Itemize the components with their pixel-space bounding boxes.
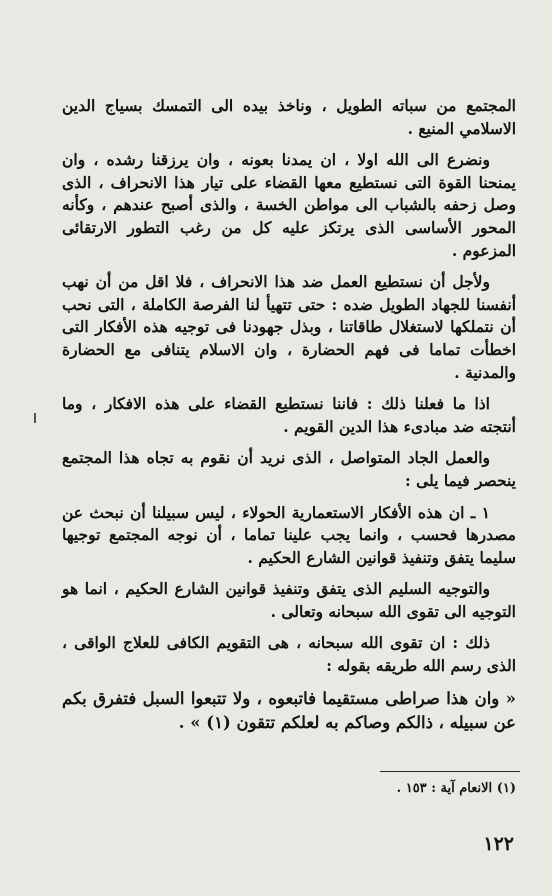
paragraph-8: ذلك : ان تقوى الله سبحانه ، هى التقويم الكافى للعلاج الواقى ، الذى رسم الله طريقه بقوله : (62, 633, 516, 676)
quran-verse: « وان هذا صراطى مستقيما فاتبعوه ، ولا تتبعوا السبل فتفرق بكم عن سبيله ، ذالكم وصاكم به لعلكم تتقون (١) » . (62, 688, 516, 732)
page-number: ١٢٢ (483, 833, 514, 855)
footnote-divider (380, 771, 520, 772)
paragraph-2: ونضرع الى الله اولا ، ان يمدنا بعونه ، وان يرزقنا رشده ، وان يمنحنا القوة التى نستطيع معها القضاء على تيار هذا الانحراف ، الذى وصل زحفه بالشباب الى مواطن الخسة ، والذى أصبح عندهم ، وكأنه المحور الأساسى الذى يرتكز عليه كل من رغب التطور الارتقائى المزعوم . (62, 150, 516, 260)
paragraph-1: المجتمع من سباته الطويل ، وناخذ بيده الى التمسك بسياج الدين الاسلامي المنيع . (62, 96, 516, 138)
paragraph-6: ١ ـ ان هذه الأفكار الاستعمارية الحولاء ، ليس سبيلنا أن نبحث عن مصدرها فحسب ، وانما يجب علينا تماما ، أن نوجه المجتمع توجيها سليما يتفق وتنفيذ قوانين الشارع الحكيم . (62, 502, 516, 567)
footnote: (١) الانعام آية : ١٥٣ . (396, 781, 516, 796)
paragraph-7: والتوجيه السليم الذى يتفق وتنفيذ قوانين الشارع الحكيم ، انما هو التوجيه الى تقوى الله سبحانه وتعالى . (62, 579, 516, 621)
margin-mark (34, 413, 36, 423)
paragraph-4: اذا ما فعلنا ذلك : فاننا نستطيع القضاء على هذه الافكار ، وما أنتجته ضد مبادىء هذا الدين القويم . (62, 394, 516, 436)
paragraph-3: ولأجل أن نستطيع العمل ضد هذا الانحراف ، فلا اقل من أن نهب أنفسنا للجهاد الطويل ضده : حتى تتهيأ لنا الفرصة الكاملة ، التى نحب أن نتملكها لاستغلال طاقاتنا ، وبذل جهودنا فى توجيه هذه الأفكار التى اخطأت تماما فى فهم الحضارة ، وان الاسلام يتنافى مع الحضارة والمدنية . (62, 272, 516, 382)
paragraph-5: والعمل الجاد المتواصل ، الذى نريد أن نقوم به تجاه هذا المجتمع ينحصر فيما يلى : (62, 448, 516, 490)
main-text-block (62, 95, 516, 735)
